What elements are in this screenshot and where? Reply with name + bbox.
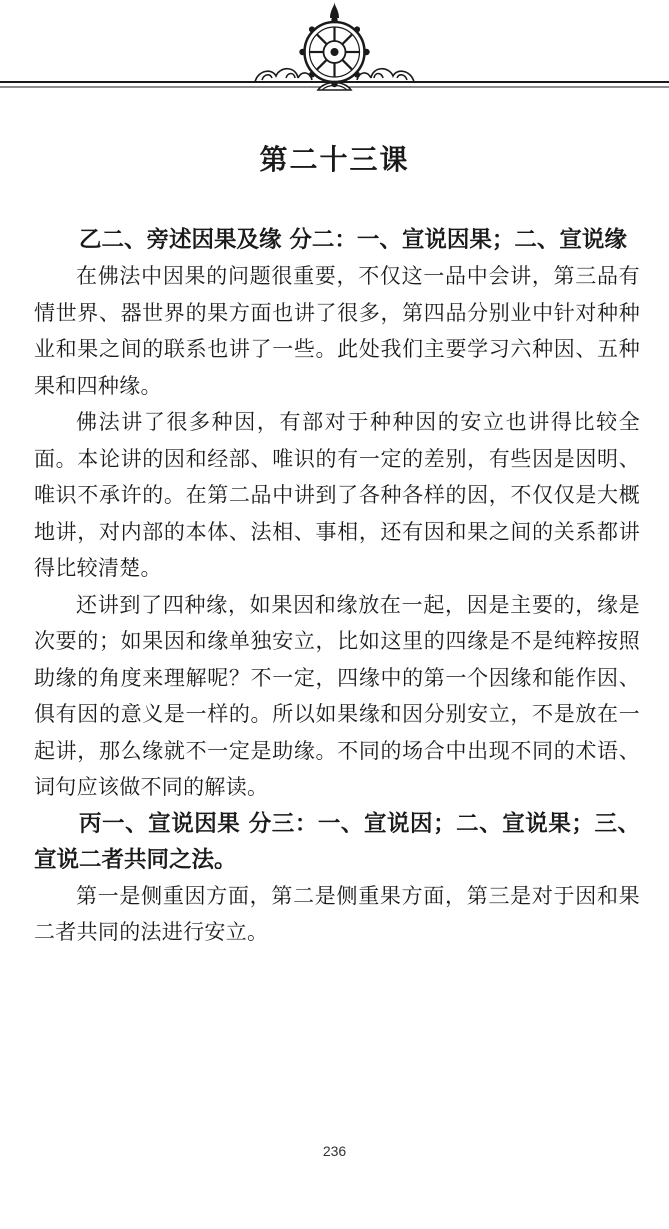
paragraph: 还讲到了四种缘，如果因和缘放在一起，因是主要的，缘是次要的；如果因和缘单独安立，比如这里的四缘是不是纯粹按照助缘的角度来理解呢？不一定，四缘中的第一个因缘和能作因、俱有因的意义是一样的。所以如果缘和因分别安立，不是放在一起讲，那么缘就不一定是助缘。不同的场合中出现不同的术语、词句应该做不同的解读。 <box>34 592 640 799</box>
section-heading: 丙一、宣说因果 分三：一、宣说因；二、宣说果；三、宣说二者共同之法。 <box>34 810 640 873</box>
paragraph: 佛法讲了很多种因，有部对于种种因的安立也讲得比较全面。本论讲的因和经部、唯识的有一定的差别，有些因是因明、唯识不承许的。在第二品中讲到了各种各样的因，不仅仅是大概地讲，对内部的本体、法相、事相，还有因和果之间的关系都讲得比较清楚。 <box>34 410 640 580</box>
dharma-wheel-icon <box>0 0 669 110</box>
page-title: 第二十三课 <box>259 143 410 176</box>
paragraph: 在佛法中因果的问题很重要，不仅这一品中会讲，第三品有情世界、器世界的果方面也讲了很多，第四品分别业中针对种种业和果之间的联系也讲了一些。此处我们主要学习六种因、五种果和四种缘。 <box>34 264 640 398</box>
paragraph: 第一是侧重因方面，第二是侧重果方面，第三是对于因和果二者共同的法进行安立。 <box>34 883 640 944</box>
page-number: 236 <box>322 1143 347 1159</box>
body-text <box>34 222 640 951</box>
page-header <box>0 0 669 110</box>
section-heading: 乙二、旁述因果及缘 分二：一、宣说因果；二、宣说缘 <box>79 227 627 253</box>
